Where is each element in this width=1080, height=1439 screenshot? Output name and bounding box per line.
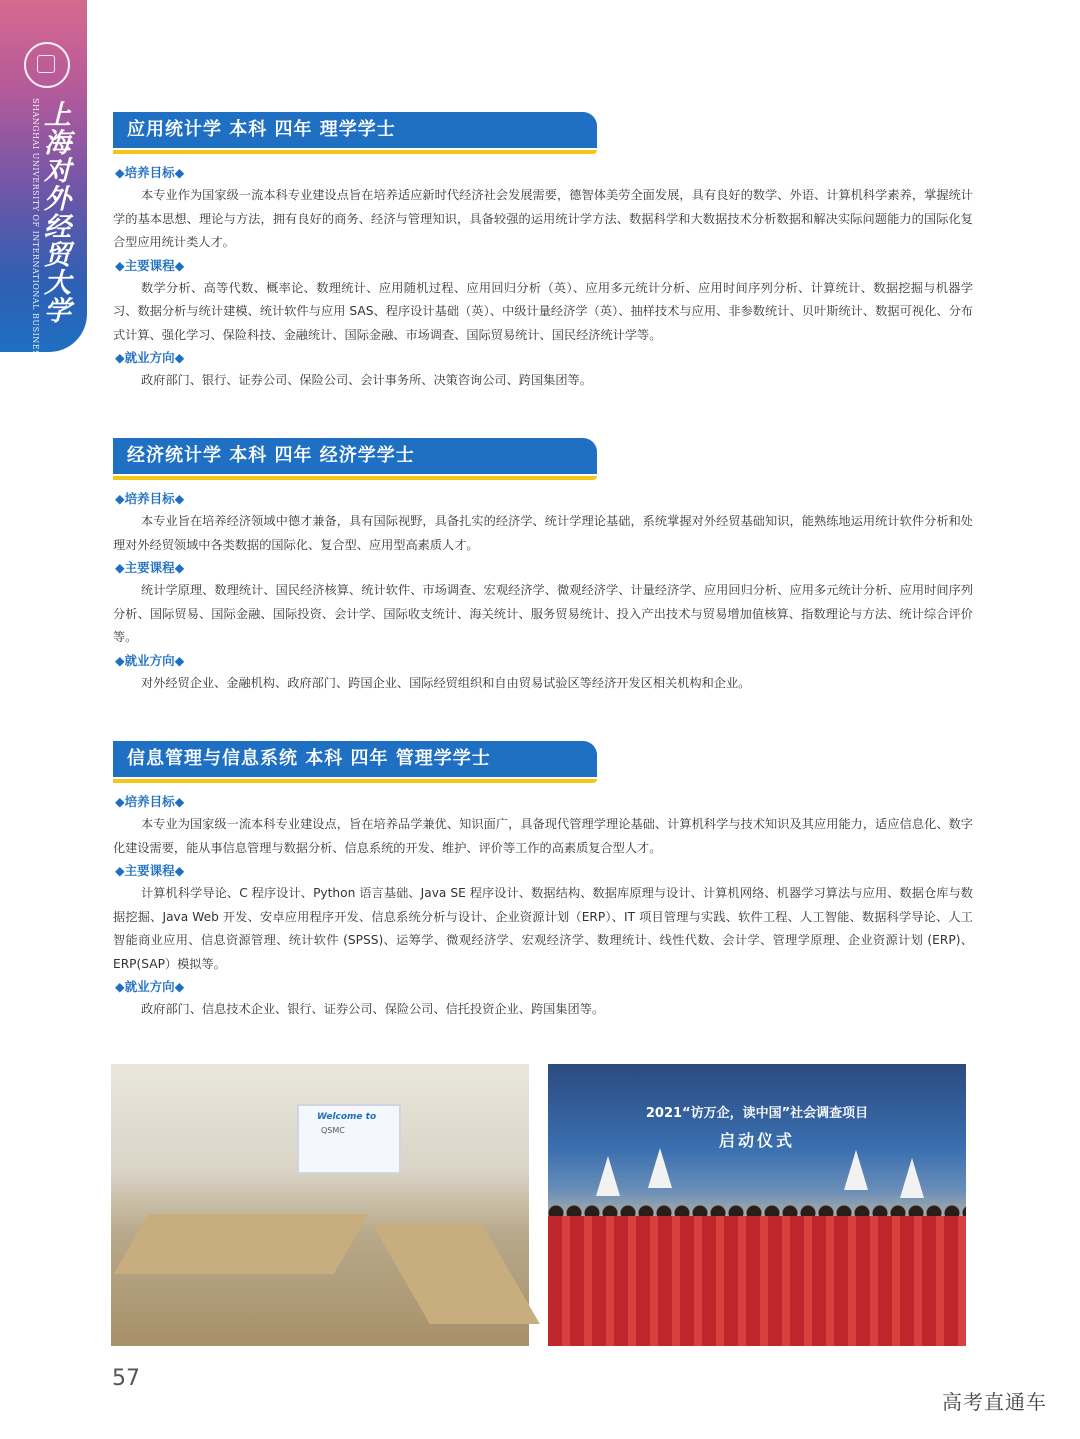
flag-icon [900, 1158, 924, 1198]
page-number: 57 [112, 1366, 140, 1391]
brand-band [0, 0, 87, 449]
section-title: 信息管理与信息系统 本科 四年 管理学学士 [113, 741, 597, 777]
flag-icon [648, 1148, 672, 1188]
courses-text: 数学分析、高等代数、概率论、数理统计、应用随机过程、应用回归分析（英）、应用多元统计分析、应用时间序列分析、计算统计、数据挖掘与机器学习、数据分析与统计建模、统计软件与应用 SAS、程序设计基础（英）、中级计量经济学（英）、抽样技术与应用、非参数统计、贝叶斯统计、数据可视化、分布式计算、强化学习、保险科技、金融统计、国际金融、市场调查、国际贸易统计、国民经济统计学等。 [113, 280, 973, 342]
goal-text: 本专业作为国家级一流本科专业建设点旨在培养适应新时代经济社会发展需要，德智体美劳全面发展，具有良好的数学、外语、计算机科学素养，掌握统计学的基本思想、理论与方法，拥有良好的商务、经济与管理知识，具备较强的运用统计学方法、数据科学和大数据技术分析数据和解决实际问题能力的国际化复合型应用统计类人才。 [113, 188, 973, 249]
watermark: 高考直通车 [942, 1390, 1047, 1414]
goal-label: ◆培养目标◆ [115, 491, 185, 506]
screen-welcome-text: Welcome to [317, 1112, 377, 1122]
career-text: 政府部门、信息技术企业、银行、证券公司、保险公司、信托投资企业、跨国集团等。 [141, 1002, 605, 1016]
section-title: 应用统计学 本科 四年 理学学士 [113, 112, 597, 148]
courses-text: 计算机科学导论、C 程序设计、Python 语言基础、Java SE 程序设计、数据结构、数据库原理与设计、计算机网络、机器学习算法与应用、数据仓库与数据挖掘、Java Web 开发、安卓应用程序开发、信息系统分析与设计、企业资源计划（ERP）、IT 项目管理与实践、软件工程、人工智能、数据科学导论、人工智能商业应用、信息资源管理、统计软件 (SPSS)、运筹学、微观经济学、宏观经济学、数理统计、线性代数、会计学、管理学原理、企业资源计划 (ERP)、ERP(SAP）模拟等。 [113, 886, 973, 971]
major-section-applied-statistics [113, 112, 973, 393]
ceremony-banner-subtitle: 启动仪式 [718, 1131, 795, 1150]
brand-name-en: SHANGHAI UNIVERSITY OF INTERNATIONAL BUSINESS AND ECONOMICS [31, 98, 40, 449]
ceremony-banner-title: 2021“访万企，读中国”社会调查项目 [645, 1106, 869, 1121]
career-text: 对外经贸企业、金融机构、政府部门、跨国企业、国际经贸组织和自由贸易试验区等经济开发区相关机构和企业。 [141, 675, 751, 690]
major-section-economic-statistics [113, 438, 973, 695]
flag-icon [596, 1156, 620, 1196]
courses-label: ◆主要课程◆ [115, 863, 185, 878]
career-label: ◆就业方向◆ [115, 652, 185, 668]
conference-table-left [114, 1214, 369, 1274]
goal-label: ◆培养目标◆ [115, 794, 185, 809]
meeting-room-photo [111, 1064, 529, 1346]
major-section-information-management [113, 741, 973, 1022]
projector-screen [297, 1104, 401, 1174]
courses-label: ◆主要课程◆ [115, 257, 185, 273]
courses-label: ◆主要课程◆ [115, 560, 185, 575]
section-title: 经济统计学 本科 四年 经济学学士 [113, 438, 597, 474]
launch-ceremony-photo [548, 1064, 966, 1346]
career-label: ◆就业方向◆ [115, 979, 185, 994]
university-seal-icon [24, 42, 70, 88]
flag-icon [844, 1150, 868, 1190]
screen-company-text: QSMC [321, 1126, 345, 1135]
career-label: ◆就业方向◆ [115, 350, 185, 365]
group-red-shirts [548, 1216, 966, 1346]
goal-text: 本专业旨在培养经济领域中德才兼备，具有国际视野，具备扎实的经济学、统计学理论基础，系统掌握对外经贸基础知识，能熟练地运用统计软件分析和处理对外经贸领域中各类数据的国际化、复合型、应用型高素质人才。 [113, 514, 973, 552]
career-text: 政府部门、银行、证券公司、保险公司、会计事务所、决策咨询公司、跨国集团等。 [141, 373, 592, 387]
brand-name-cn: 上海对外经贸大学 [39, 100, 70, 324]
goal-text: 本专业为国家级一流本科专业建设点，旨在培养品学兼优、知识面广，具备现代管理学理论基础、计算机科学与技术知识及其应用能力，适应信息化、数字化建设需要，能从事信息管理与数据分析、信息系统的开发、维护、评价等工作的高素质复合型人才。 [113, 817, 973, 855]
conference-table-right [372, 1224, 540, 1324]
courses-text: 统计学原理、数理统计、国民经济核算、统计软件、市场调查、宏观经济学、微观经济学、计量经济学、应用回归分析、应用多元统计分析、应用时间序列分析、国际贸易、国际金融、国际投资、会计学、国际收支统计、海关统计、服务贸易统计、投入产出技术与贸易增加值核算、指数理论与方法、统计综合评价等。 [113, 583, 973, 644]
goal-label: ◆培养目标◆ [115, 165, 185, 180]
